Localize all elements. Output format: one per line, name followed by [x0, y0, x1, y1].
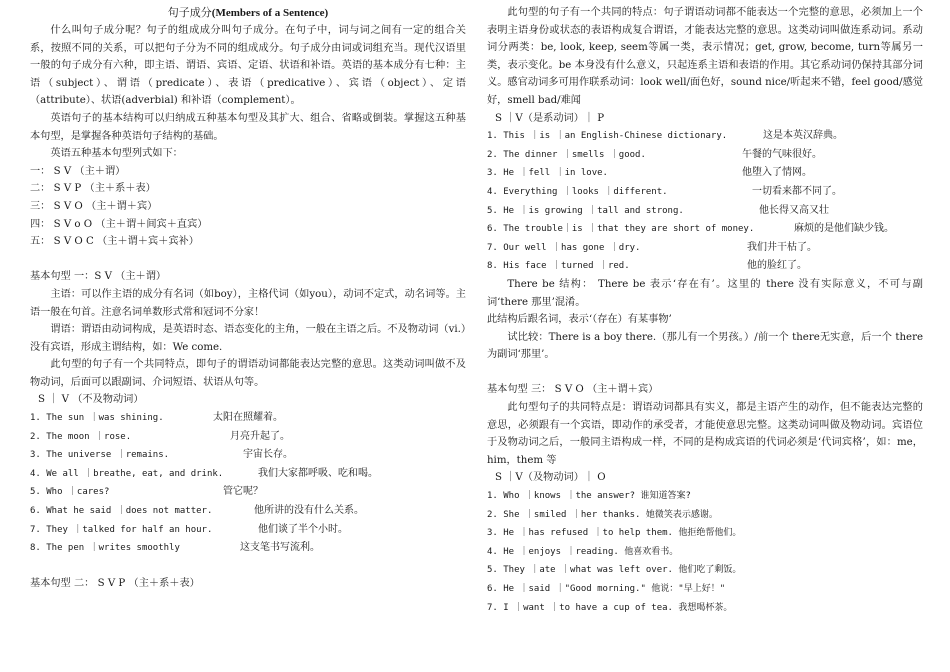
example-line: 5. Who ｜cares? 管它呢？ [30, 486, 263, 498]
example-line: 2. The dinner ｜smells ｜good. 午餐的气味很好。 [487, 148, 822, 160]
spacer [487, 364, 923, 382]
section-1-feature-paragraph: 此句型的句子有一个共同特点，即句子的谓语动词都能表达完整的意思。这类动词叫做不及物动词，后面可以跟副词、介词短语、状语从句等。 [30, 359, 466, 388]
example-line: 2. She ｜smiled ｜her thanks. 她微笑表示感谢。 [487, 509, 718, 520]
pattern-list-heading: 英语五种基本句型列式如下： [50, 148, 183, 160]
example-line: 1. This ｜is ｜an English-Chinese dictionary. 这是本英汉辞典。 [487, 130, 843, 142]
example-line: 7. They ｜talked for half an hour. 他们谈了半个小时。 [30, 523, 348, 535]
example-line: 5. They ｜ate ｜what was left over. 他们吃了剩饭。 [487, 565, 742, 576]
section-1-subject-paragraph: 主语：可以作主语的成分有名词（如boy），主格代词（如you），动词不定式，动名词等。主语一般在句首。注意名词单数形式常和冠词不分家！ [30, 288, 466, 318]
title-zh: 句子成分 [167, 6, 212, 19]
pattern-list-item: 五： S V O C （主＋谓＋宾＋宾补） [30, 236, 199, 248]
example-line: 1. Who ｜knows ｜the answer? 谁知道答案? [487, 491, 691, 502]
spacer [30, 251, 466, 269]
page-title [30, 4, 466, 22]
there-be-paragraph: There be 结构： There be 表示‘存在有’。这里的 there 没有实际意义，不可与副词‘there 那里’混淆。 [487, 278, 923, 308]
there-be-note: 此结构后跟名词，表示‘（存在）有某事物’ [487, 314, 672, 326]
example-line: 4. He ｜enjoys ｜reading. 他喜欢看书。 [487, 546, 679, 557]
section-1-pattern: S ｜ V （不及物动词） [38, 394, 144, 406]
example-line: 3. The universe ｜remains. 宇宙长存。 [30, 449, 293, 461]
spacer [30, 558, 466, 576]
pattern-list-item: 三： S V O （主＋谓＋宾） [30, 200, 158, 212]
example-line: 8. His face ｜turned ｜red. 他的脸红了。 [487, 260, 807, 272]
section-2-heading: 基本句型 二： S V P （主＋系＋表） [30, 578, 200, 590]
right-column [487, 4, 923, 617]
example-line: 6. The trouble｜is ｜that they are short of money. 麻烦的是他们缺少钱。 [487, 223, 894, 235]
pattern-list-item: 二： S V P （主＋系＋表） [30, 183, 156, 195]
example-line: 6. What he said ｜does not matter. 他所讲的没有什么关系。 [30, 505, 364, 517]
section-3-paragraph: 此句型句子的共同特点是：谓语动词都具有实义，都是主语产生的动作，但不能表达完整的意思，必须跟有一个宾语，即动作的承受者，才能使意思完整。这类动词叫做及物动词。宾语位于及物动词之后，一般同主语构成一样，不同的是构成宾语的代词必须是‘代词宾格’，如：me，him，them 等 [487, 402, 923, 466]
section-3-pattern: S ｜V（及物动词）｜ O [495, 472, 606, 484]
example-line: 3. He ｜fell ｜in love. 他堕入了情网。 [487, 167, 812, 179]
example-line: 2. The moon ｜rose. 月亮升起了。 [30, 430, 290, 442]
compare-paragraph: 试比较：There is a boy there.（那儿有一个男孩。）/前一个 there无实意，后一个 there 为副词‘那里’。 [487, 331, 923, 361]
section-3-heading: 基本句型 三： S V O （主＋谓＋宾） [487, 384, 659, 396]
example-line: 4. Everything ｜looks ｜different. 一切看来都不同了。 [487, 185, 842, 197]
example-line: 3. He ｜has refused ｜to help them. 他拒绝帮他们。 [487, 528, 742, 539]
section-2-paragraph: 此句型的句子有一个共同的特点：句子谓语动词都不能表达一个完整的意思，必须加上一个表明主语身份或状态的表语构成复合谓语，才能表达完整的意思。这类动词叫做连系动词。系动词分两类：be, look, keep, seem等属一类，表示情况；get, grow, become, turn等属另一类，表示变化。be 本身没有什么意义，只起连系主语和表语的作用。其它系动词仍保持其部分词义。感官动词多可用作联系动词：look well/面色好，sound nice/听起来不错，feel good/感觉好，smell bad/难闻 [487, 7, 923, 106]
title-en: (Members of a Sentence) [211, 7, 329, 19]
pattern-list-item: 四： S V o O （主＋谓＋间宾＋直宾） [30, 218, 208, 230]
example-line: 6. He ｜said ｜"Good morning." 他说："早上好！" [487, 584, 726, 594]
example-line: 4. We all ｜breathe, eat, and drink. 我们大家都呼吸、吃和喝。 [30, 467, 378, 479]
example-line: 7. I ｜want ｜to have a cup of tea. 我想喝杯茶。 [487, 602, 733, 613]
section-1-heading: 基本句型 一：S V （主＋谓） [30, 271, 167, 283]
intro-paragraph-1: 什么叫句子成分呢？句子的组成成分叫句子成分。在句子中，词与词之间有一定的组合关系，按照不同的关系，可以把句子分为不同的组成成分。句子成分由词或词组充当。现代汉语里一般的句子成分有六种，即主语、谓语、宾语、定语、状语和补语。英语的基本成分有七种：主语（subject）、谓语（predicate）、表语（predicative）、宾语（object）、定语（attribute）、状语(adverbial) 和补语（complement）。 [30, 25, 466, 107]
example-line: 5. He ｜is growing ｜tall and strong. 他长得又高又壮 [487, 204, 829, 216]
left-column [30, 4, 466, 593]
example-line: 8. The pen ｜writes smoothly 这支笔书写流利。 [30, 542, 320, 554]
example-line: 1. The sun ｜was shining. 太阳在照耀着。 [30, 412, 283, 424]
intro-paragraph-2: 英语句子的基本结构可以归纳成五种基本句型及其扩大、组合、省略或倒装。掌握这五种基本句型，是掌握各种英语句子结构的基础。 [30, 112, 466, 142]
section-1-predicate-paragraph: 谓语：谓语由动词构成，是英语时态、语态变化的主角，一般在主语之后。不及物动词（vi.）没有宾语，形成主谓结构，如：We come. [30, 324, 466, 353]
example-line: 7. Our well ｜has gone ｜dry. 我们井干枯了。 [487, 241, 817, 253]
section-2-pattern: S ｜V（是系动词）｜ P [495, 112, 605, 124]
pattern-list-item: 一： S V （主＋谓） [30, 165, 126, 177]
